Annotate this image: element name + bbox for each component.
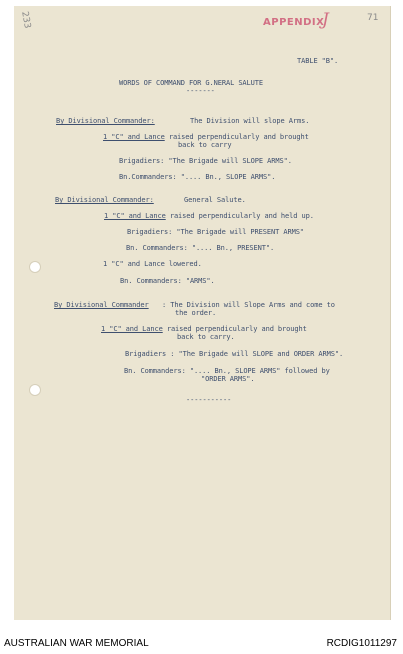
- command-text: General Salute.: [184, 196, 246, 204]
- archive-reference: RCDIG1011297: [326, 638, 397, 649]
- battalion-command: Bn.Commanders: ".... Bn., SLOPE ARMS".: [119, 173, 276, 181]
- end-rule: -----------: [186, 396, 232, 404]
- instruction-line: 1 "C" and Lance lowered.: [103, 260, 202, 268]
- appendix-stamp: APPENDIX: [263, 17, 325, 28]
- archive-name: AUSTRALIAN WAR MEMORIAL: [4, 638, 149, 649]
- brigadiers-command: Brigadiers : "The Brigade will SLOPE and ORDER ARMS".: [125, 350, 344, 358]
- folio-number-right: 71: [367, 13, 379, 23]
- punch-hole: [29, 261, 41, 273]
- command-text: The Division will slope Arms.: [190, 117, 310, 125]
- battalion-command: Bn. Commanders: "ARMS".: [120, 277, 215, 285]
- battalion-command: Bn. Commanders: ".... Bn., PRESENT".: [126, 244, 275, 252]
- instruction-line: 1 "C" and Lance raised perpendicularly and brought: [101, 325, 307, 333]
- battalion-command: Bn. Commanders: ".... Bn., SLOPE ARMS" followed by: [124, 367, 330, 375]
- punch-hole: [29, 384, 41, 396]
- brigadiers-command: Brigadiers: "The Brigade will SLOPE ARMS".: [119, 157, 292, 165]
- instruction-continuation: back to carry.: [177, 333, 235, 341]
- document-title: WORDS OF COMMAND FOR G.NERAL SALUTE: [119, 79, 264, 87]
- section-heading: By Divisional Commander:: [56, 117, 155, 125]
- instruction-continuation: back to carry: [178, 141, 232, 149]
- title-rule: -------: [186, 87, 215, 95]
- section-heading: By Divisional Commander: [54, 301, 149, 309]
- command-text: : The Division will Slope Arms and come to: [162, 301, 335, 309]
- appendix-letter: J: [322, 10, 329, 30]
- folio-number-left: 233: [19, 10, 33, 30]
- battalion-command-continuation: "ORDER ARMS".: [201, 375, 255, 383]
- table-reference: TABLE "B".: [297, 57, 339, 65]
- instruction-line: 1 "C" and Lance raised perpendicularly and brought: [103, 133, 309, 141]
- command-continuation: the order.: [175, 309, 217, 317]
- section-heading: By Divisional Commander:: [55, 196, 154, 204]
- instruction-line: 1 "C" and Lance raised perpendicularly and held up.: [104, 212, 314, 220]
- brigadiers-command: Brigadiers: "The Brigade will PRESENT ARMS": [127, 228, 304, 236]
